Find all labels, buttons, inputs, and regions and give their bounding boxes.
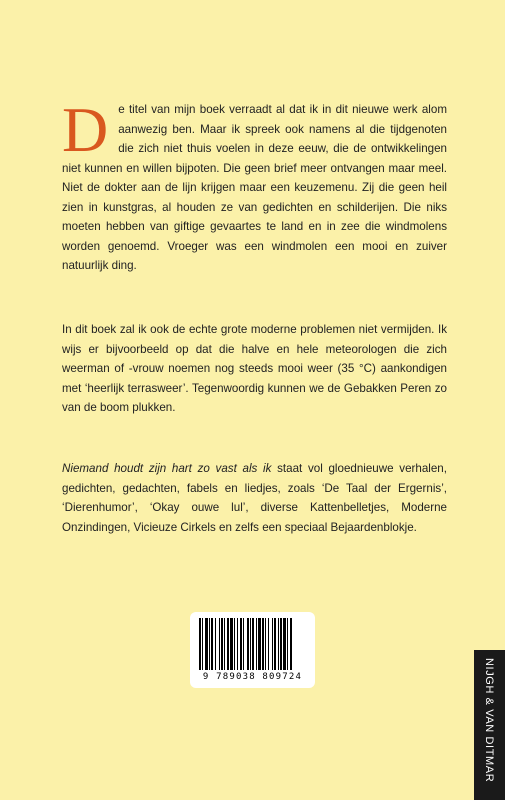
barcode-bar xyxy=(234,618,235,670)
barcode-bar xyxy=(250,618,251,670)
paragraph-problems-text: In dit boek zal ik ook de echte grote moderne problemen niet vermijden. Ik wijs er bijvoorbeeld op dat die halve en hele meteorologen die zich weerman of -vrouw noemen nog steeds mooi weer (35 °C) aankondigen met ‘heerlijk terrasweer’. Tegenwoordig kunnen we de Gebakken Peren zo van de boom plukken. xyxy=(62,323,447,414)
barcode-bar xyxy=(205,618,208,670)
barcode-bar xyxy=(252,618,254,670)
barcode-bar xyxy=(287,618,288,670)
barcode-bar xyxy=(227,618,229,670)
barcode-bar xyxy=(274,618,276,670)
barcode-bar xyxy=(243,618,244,670)
drop-cap: D xyxy=(62,94,109,165)
paragraph-problems xyxy=(62,320,447,418)
isbn-number: 9 789038 809724 xyxy=(202,672,303,682)
barcode-bar xyxy=(268,618,269,670)
barcode-bar xyxy=(211,618,213,670)
barcode-bar xyxy=(290,618,292,670)
paragraph-contents xyxy=(62,459,447,537)
book-title-italic: Niemand houdt zijn hart zo vast als ik xyxy=(62,462,272,475)
barcode-bar xyxy=(247,618,249,670)
barcode-bar xyxy=(240,618,242,670)
barcode-bar xyxy=(265,618,266,670)
barcode-bar xyxy=(278,618,279,670)
barcode-bar xyxy=(219,618,220,670)
barcode-label xyxy=(190,612,315,688)
barcode-bar xyxy=(272,618,273,670)
barcode-bar xyxy=(199,618,201,670)
barcode-bar xyxy=(202,618,203,670)
publisher-name: NIJGH & VAN DITMAR xyxy=(483,658,495,783)
barcode-bar xyxy=(224,618,225,670)
publisher-strip xyxy=(474,650,505,800)
barcode-bar xyxy=(283,618,286,670)
barcode-bar xyxy=(237,618,238,670)
barcode-bar xyxy=(280,618,282,670)
paragraph-intro-text: e titel van mijn boek verraadt al dat ik in dit nieuwe werk alom aanwezig ben. Maar ik spreek ook namens al die tijdgenoten die zich niet thuis voelen in deze eeuw, die de ontwikkelingen niet kunnen en willen bijpoten. Die geen brief meer ontvangen maar meel. Niet de dokter aan de lijn krijgen maar een keuzemenu. Zij die geen heil zien in kunstgras, al houden ze van gedichten en schilderijen. Die niks moeten hebben van giftige gevaartes te land en in zee die windmolens worden genoemd. Vroeger was een windmolen een mooi en zuiver natuurlijk ding. xyxy=(62,103,447,272)
paragraph-contents-text: staat vol gloednieuwe verhalen, gedichten, gedachten, fabels en liedjes, zoals ‘De Taal der Ergernis’, ‘Dierenhumor’, ‘Okay ouwe lul’, diverse Kattenbelletjes, Moderne Onzindingen, Vicieuze Cirkels en zelfs een speciaal Bejaardenblokje. xyxy=(62,462,447,534)
barcode-bar xyxy=(209,618,210,670)
barcode-bar xyxy=(262,618,264,670)
barcode-bar xyxy=(215,618,216,670)
paragraph-intro xyxy=(62,94,447,276)
barcode-bar xyxy=(221,618,223,670)
barcode-bar xyxy=(258,618,261,670)
barcode-bars xyxy=(198,618,307,672)
barcode-bar xyxy=(230,618,233,670)
barcode-bar xyxy=(256,618,257,670)
